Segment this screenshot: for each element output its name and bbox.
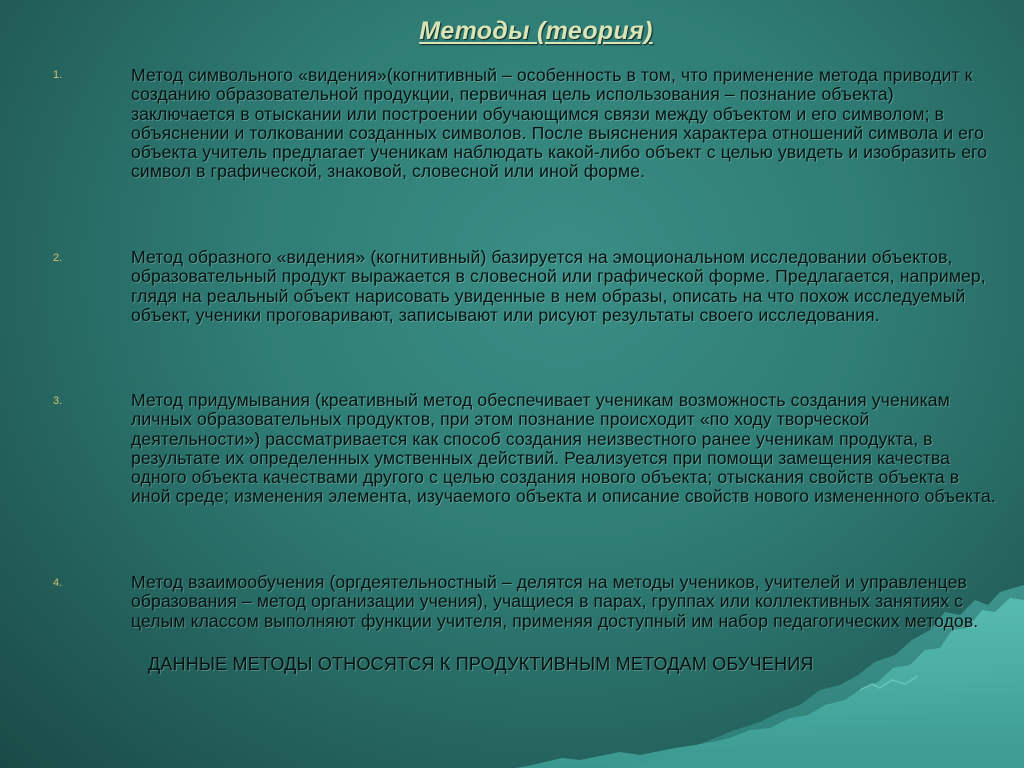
list-item-number: 3.: [53, 395, 63, 407]
list-item-symbolic-vision: Метод символьного «видения»(когнитивный – особенность в том, что применение метода приводит к созданию образовательной продукции, первичная цель использования – познание объекта) заключается в отыскании или построении обучающимся связи между объектом и его символом; в объяснении и толковании созданных символов. После выяснения характера отношений символа и его объекта учитель предлагает ученикам наблюдать какой-либо объект с целью увидеть и изобразить его символ в графической, знаковой, словесной или иной форме.: [131, 65, 988, 182]
slide-title: Методы (теория): [419, 17, 653, 45]
list-item-number: 1.: [53, 69, 63, 81]
list-item-figurative-vision: Метод образного «видения» (когнитивный) базируется на эмоциональном исследовании объектов, образовательный продукт выражается в словесной или графической форме. Предлагается, например, глядя на реальный объект нарисовать увиденные в нем образы, описать на что похож исследуемый объект, ученики проговаривают, записывают или рисуют результаты своего исследования.: [131, 247, 986, 325]
list-item-invention: Метод придумывания (креативный метод обеспечивает ученикам возможность создания ученикам личных образовательных продуктов, при этом познание происходит «по ходу творческой деятельности») рассматривается как способ создания неизвестного ранее ученикам продукта, в результате их определенных умственных действий. Реализуется при помощи замещения качества одного объекта качествами другого с целью создания нового объекта; отыскания свойств объекта в иной среде; изменения элемента, изучаемого объекта и описание свойств нового измененного объекта.: [131, 390, 996, 507]
list-item-number: 2.: [53, 252, 63, 264]
conclusion-text: ДАННЫЕ МЕТОДЫ ОТНОСЯТСЯ К ПРОДУКТИВНЫМ МЕТОДАМ ОБУЧЕНИЯ: [148, 654, 814, 674]
list-item-mutual-learning: Метод взаимообучения (оргдеятельностный – делятся на методы учеников, учителей и управленцев образования – метод организации учения), учащиеся в парах, группах или коллективных занятиях с целым классом выполняют функции учителя, применяя доступный им набор педагогических методов.: [131, 572, 979, 631]
list-item-number: 4.: [53, 577, 63, 589]
